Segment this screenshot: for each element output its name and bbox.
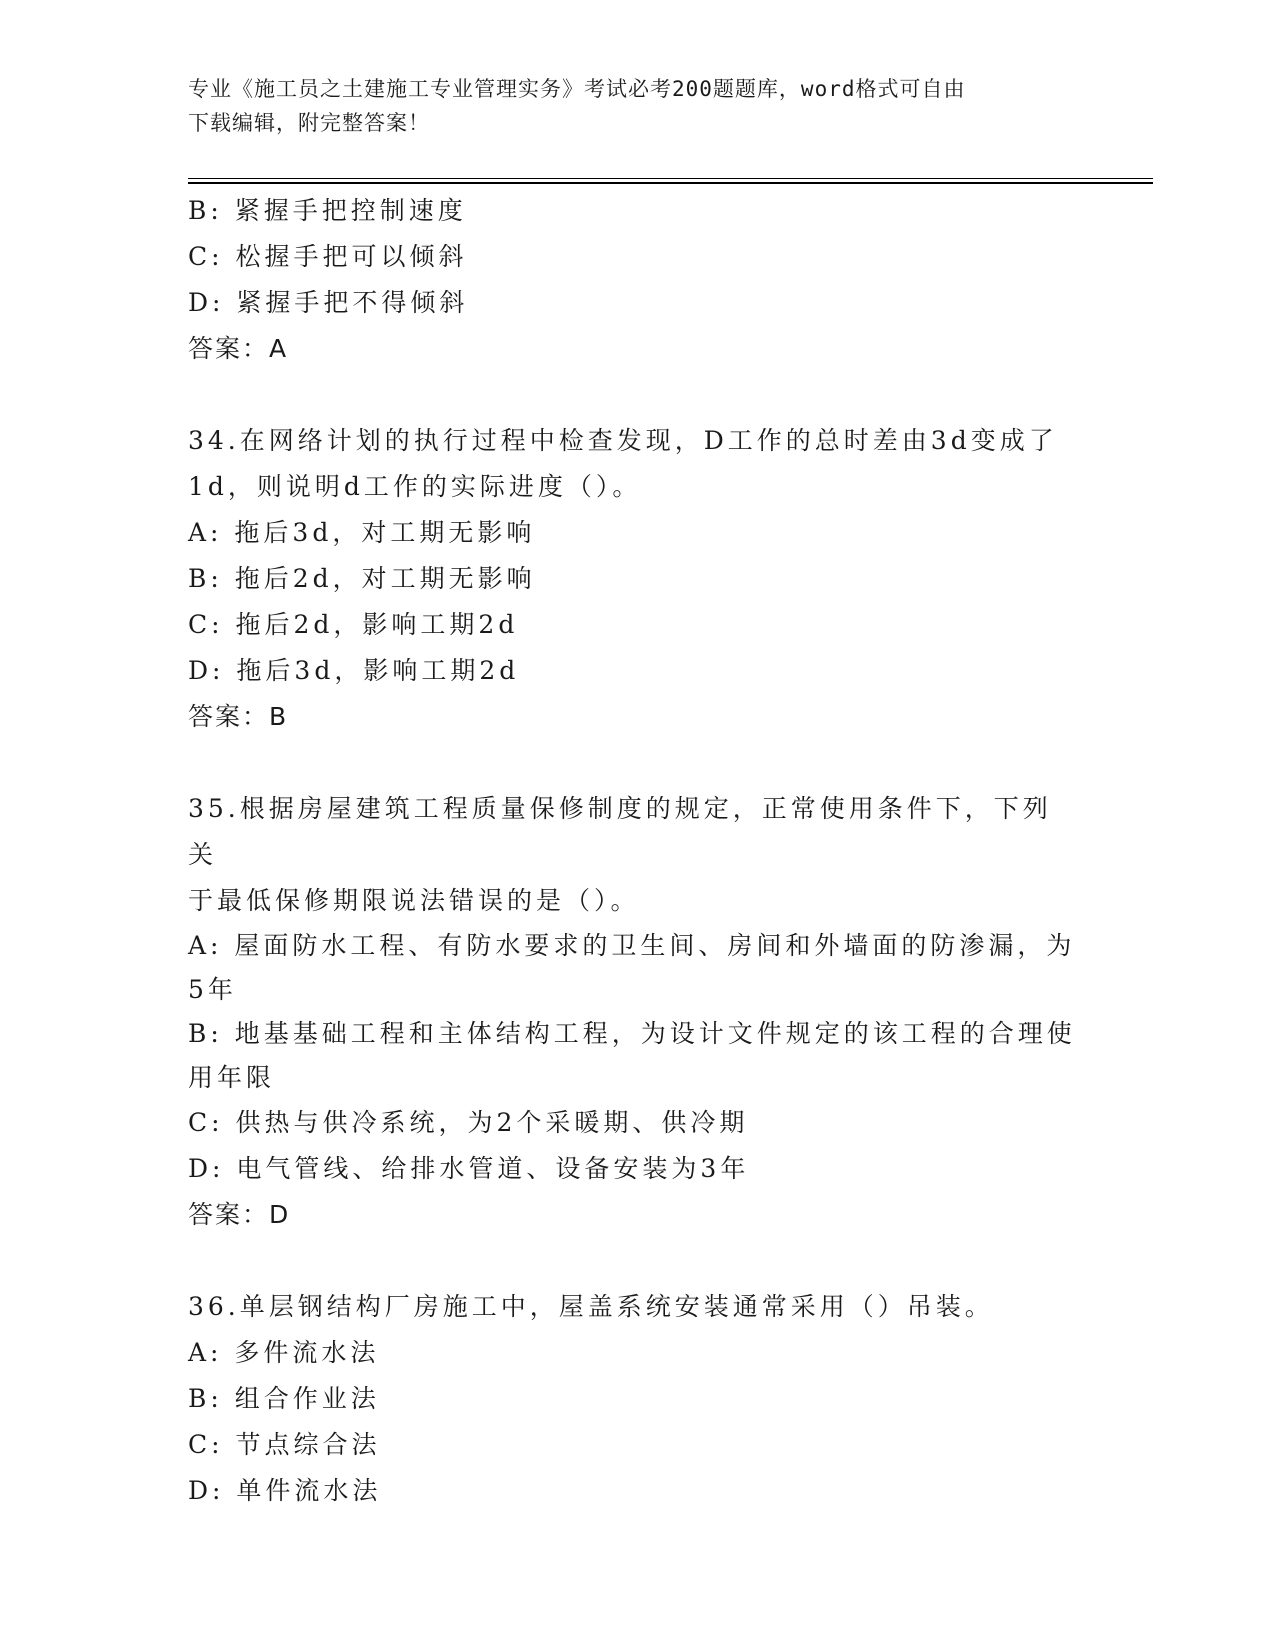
spacer <box>188 1238 1078 1284</box>
option-b: B: 紧握手把控制速度 <box>188 196 467 225</box>
option-d: D: 拖后3d，影响工期2d <box>188 656 520 685</box>
answer-line: 答案：A <box>188 334 289 363</box>
spacer <box>188 740 1078 786</box>
spacer <box>188 372 1078 418</box>
header-rule-thin <box>188 178 1153 179</box>
answer-line: 答案：B <box>188 702 289 731</box>
option-a-cont: 5年 <box>188 975 237 1004</box>
option-c: C: 拖后2d，影响工期2d <box>188 610 519 639</box>
option-a: A: 拖后3d，对工期无影响 <box>188 518 536 547</box>
option-d: D: 电气管线、给排水管道、设备安装为3年 <box>188 1154 750 1183</box>
question-content <box>188 188 1078 1514</box>
question-stem: 35.根据房屋建筑工程质量保修制度的规定，正常使用条件下，下列关 <box>188 794 1052 869</box>
option-c: C: 节点综合法 <box>188 1430 381 1459</box>
question-36 <box>188 1284 1078 1514</box>
option-d: D: 单件流水法 <box>188 1476 382 1505</box>
option-b: B: 拖后2d，对工期无影响 <box>188 564 536 593</box>
question-35 <box>188 786 1078 1238</box>
option-c: C: 松握手把可以倾斜 <box>188 242 468 271</box>
option-c: C: 供热与供冷系统，为2个采暖期、供冷期 <box>188 1108 749 1137</box>
question-stem: 36.单层钢结构厂房施工中，屋盖系统安装通常采用（）吊装。 <box>188 1292 994 1321</box>
option-a: A: 多件流水法 <box>188 1338 380 1367</box>
question-stem-cont: 1d，则说明d工作的实际进度（）。 <box>188 472 642 501</box>
option-a: A: 屋面防水工程、有防水要求的卫生间、房间和外墙面的防渗漏，为 <box>188 931 1076 960</box>
header-line-2: 下载编辑，附完整答案！ <box>188 111 430 135</box>
prev-question <box>188 188 1078 372</box>
document-header <box>188 72 1088 140</box>
option-b-cont: 用年限 <box>188 1063 276 1092</box>
option-b: B: 地基基础工程和主体结构工程，为设计文件规定的该工程的合理使 <box>188 1019 1076 1048</box>
option-b: B: 组合作业法 <box>188 1384 380 1413</box>
header-line-1: 专业《施工员之土建施工专业管理实务》考试必考200题题库，word格式可自由 <box>188 77 966 101</box>
answer-line: 答案：D <box>188 1200 291 1229</box>
question-stem-cont: 于最低保修期限说法错误的是（）。 <box>188 886 640 915</box>
header-rule-thick <box>188 182 1153 184</box>
question-34 <box>188 418 1078 740</box>
option-d: D: 紧握手把不得倾斜 <box>188 288 469 317</box>
question-stem: 34.在网络计划的执行过程中检查发现，D工作的总时差由3d变成了 <box>188 426 1058 455</box>
